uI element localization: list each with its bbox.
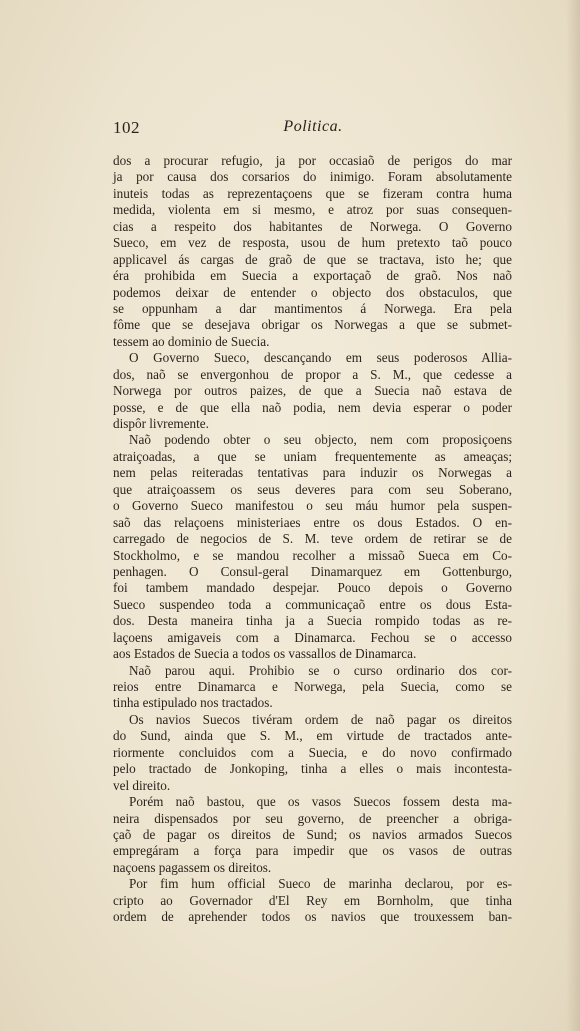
text-line: posse, e de que ella naõ podia, nem devia esperar o poder	[113, 399, 512, 415]
text-line: penhagen. O Consul-geral Dinamarquez em Gottenburgo,	[113, 563, 512, 579]
text-line: o Governo Sueco manifestou o seu máu humor pela suspen-	[113, 498, 512, 514]
text-line: tinha estipulado nos tractados.	[113, 695, 273, 711]
text-line: reios entre Dinamarca e Norwega, pela Suecia, como se	[113, 679, 512, 694]
text-line: fôme que se desejava obrigar os Norwegas a que se submet-	[113, 317, 512, 333]
text-line: pelo tractado de Jonkoping, tinha a elles o mais incontesta-	[113, 761, 512, 777]
text-line: aos Estados de Suecia a todos os vassallos de Dinamarca.	[113, 646, 417, 662]
body-text	[113, 153, 512, 926]
text-line: foi tambem mandado despejar. Pouco depois o Governo	[113, 580, 512, 596]
text-line: Por fim hum official Sueco de marinha declarou, por es-	[129, 876, 512, 892]
text-line: dos a procurar refugio, ja por occasiaõ de perigos do mar	[113, 153, 512, 168]
text-line: carregado de negocios de S. M. teve ordem de retirar se de	[113, 531, 512, 547]
text-line: do Sund, ainda que S. M., em virtude de tractados ante-	[113, 728, 512, 744]
text-line: medida, violenta em si mesmo, e atroz por suas consequen-	[113, 202, 512, 218]
page-edge-shadow	[566, 0, 580, 1031]
running-title: Politica.	[283, 118, 343, 135]
text-line: Sueco suspendeo toda a communicaçaõ entre os dous Esta-	[113, 596, 512, 612]
text-line: dispôr livremente.	[113, 416, 209, 431]
text-line: Norwega por outros paizes, de que a Suecia naõ estava de	[113, 383, 512, 399]
text-line: Naõ parou aqui. Prohibio se o curso ordinario dos cor-	[129, 662, 512, 678]
text-line: empregáram a força para impedir que os vasos de outras	[113, 843, 512, 859]
text-line: cripto ao Governador d'El Rey em Bornholm, que tinha	[113, 892, 512, 908]
page-header	[113, 118, 513, 140]
text-line: dos. Desta maneira tinha ja a Suecia rompido todas as re-	[113, 613, 512, 629]
text-line: tessem ao dominio de Suecia.	[113, 333, 270, 349]
text-line: que atraiçoassem os seus deveres para com seu Soberano,	[113, 481, 512, 497]
text-line: éra prohibida em Suecia a exportaçaõ de graõ. Nos naõ	[113, 268, 512, 284]
text-line: se oppunham a dar mantimentos á Norwega. Era pela	[113, 300, 512, 316]
text-line: Os navios Suecos tivéram ordem de naõ pagar os direitos	[129, 711, 512, 727]
text-line: Naõ podendo obter o seu objecto, nem com proposiçoens	[129, 432, 512, 448]
text-line: neira dispensados por seu governo, de preencher a obriga-	[113, 810, 512, 826]
text-line: applicavel ás cargas de graõ de que se tractava, isto he; que	[113, 251, 512, 267]
page-number: 102	[113, 118, 140, 137]
text-line: Stockholmo, e se mandou recolher a missaõ Sueca em Co-	[113, 547, 512, 563]
text-line: dos, naõ se envergonhou de propor a S. M., que cedesse a	[113, 366, 512, 382]
text-line: ja por causa dos corsarios do inimigo. Foram absolutamente	[113, 169, 512, 185]
text-line: O Governo Sueco, descançando em seus poderosos Allia-	[129, 350, 512, 366]
text-line: saõ das relaçoens ministeriaes entre os dous Estados. O en-	[113, 514, 512, 530]
text-line: vel direito.	[113, 777, 171, 793]
text-line: çaõ de pagar os direitos de Sund; os navios armados Suecos	[113, 826, 512, 842]
text-line: inuteis todas as reprezentaçoens que se fizeram contra huma	[113, 185, 512, 201]
text-line: riormente concluidos com a Suecia, e do novo confirmado	[113, 744, 512, 760]
text-line: ordem de aprehender todos os navios que trouxessem ban-	[113, 909, 512, 925]
text-line: nem pelas reiteradas tentativas para induzir os Norwegas a	[113, 465, 512, 481]
text-line: atraiçoadas, a que se uniam frequentemente as ameaças;	[113, 448, 512, 464]
text-line: naçoens pagassem os direitos.	[113, 859, 272, 875]
text-line: podemos deixar de entender o objecto dos obstaculos, que	[113, 284, 512, 300]
text-line: laçoens amigaveis com a Dinamarca. Fechou se o accesso	[113, 629, 512, 645]
text-line: Sueco, em vez de resposta, usou de hum pretexto taõ pouco	[113, 235, 512, 251]
text-line: Porém naõ bastou, que os vasos Suecos fossem desta ma-	[129, 794, 512, 810]
text-line: cias a respeito dos habitantes de Norwega. O Governo	[113, 218, 512, 234]
